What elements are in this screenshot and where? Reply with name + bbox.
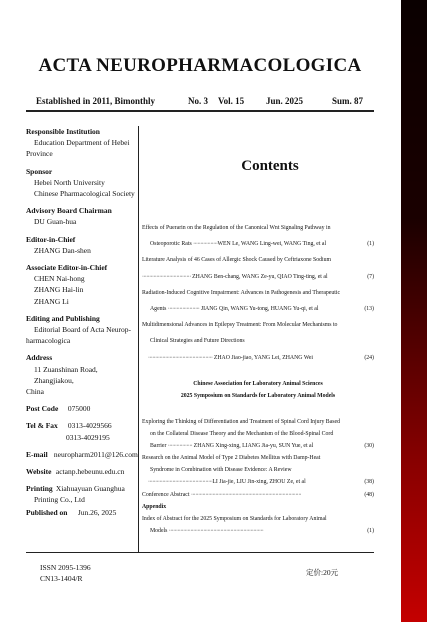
email-label: E-mail xyxy=(26,449,48,459)
editor-title: Editor-in-Chief xyxy=(26,234,76,244)
volume: Vol. 15 xyxy=(218,96,245,106)
sponsor-title: Sponsor xyxy=(26,166,53,176)
toc-title-cont: Barrier ················· ZHANG Xing-xing, LIANG Jia-yu, SUN Yue, et al (30) xyxy=(142,440,374,452)
toc-title-cont: Models ·································································· (1) xyxy=(142,525,374,537)
published-label: Published on xyxy=(26,507,68,517)
symposium-line-1: Chinese Association for Laboratory Animal Sciences xyxy=(193,381,323,387)
footer-rule xyxy=(26,552,374,553)
symposium-heading xyxy=(142,378,374,402)
toc-title: Research on the Animal Model of Type 2 Diabetes Mellitus with Damp-Heat xyxy=(142,455,321,462)
header-rule xyxy=(26,110,374,112)
footer-ids xyxy=(40,562,91,584)
responsible-line: Province xyxy=(26,149,53,159)
postcode-label: Post Code xyxy=(26,404,59,414)
printing-row xyxy=(26,483,138,494)
issue-number: No. 3 xyxy=(188,96,208,106)
published-value: Jun.26, 2025 xyxy=(77,507,117,517)
toc-title: Literature Analysis of 46 Cases of Allergic Shock Caused by Ceftriaxone Sodium xyxy=(142,257,332,264)
toc-entry xyxy=(142,416,374,452)
toc-entry xyxy=(142,501,374,537)
address-title: Address xyxy=(26,353,53,363)
toc-page: (30) xyxy=(364,443,374,450)
editorial-info xyxy=(26,126,138,518)
toc-page: (24) xyxy=(364,354,374,361)
associate-title: Associate Editor-in-Chief xyxy=(26,263,108,273)
toc-title: Multidimensional Advances in Epilepsy Treatment: From Molecular Mechanisms to xyxy=(142,322,338,329)
toc-list-2 xyxy=(142,416,374,537)
toc-title: Exploring the Thinking of Differentiation and Treatment of Spinal Cord Injury Based xyxy=(142,419,340,425)
symposium-line-2: 2025 Symposium on Standards for Laboratory Animal Models xyxy=(180,393,336,399)
website-row xyxy=(26,466,138,477)
tel-label: Tel & Fax xyxy=(26,421,58,431)
toc-authors: ZHANG Xing-xing, LIANG Jia-yu, SUN Yue, et al xyxy=(193,443,314,450)
associate-name: ZHANG Li xyxy=(34,296,69,306)
column-divider xyxy=(138,126,139,552)
toc-authors: ZHANG Ben-chang, WANG Ze-yu, QIAO Ting-ting, et al xyxy=(192,273,328,280)
address-line: 11 Zuanshinan Road, Zhangjiakou, xyxy=(34,364,98,385)
appendix-heading: Appendix xyxy=(142,503,167,510)
email-value: neuropharm2011@126.com xyxy=(53,449,138,459)
published-row xyxy=(26,507,138,518)
toc-authors: ZHAO Jiao-jiao, YANG Lei, ZHANG Wei xyxy=(213,354,314,361)
contents-heading: Contents xyxy=(241,158,299,174)
printing-value-2: Printing Co., Ltd xyxy=(34,495,85,505)
website-label: Website xyxy=(26,467,52,477)
toc-authors: WEN Le, WANG Ling-wei, WANG Ting, et al xyxy=(217,241,327,248)
toc-title-cont: Osteoporotic Rats ·················WEN Le, WANG Ling-wei, WANG Ting, et al (1) xyxy=(142,236,374,252)
responsible-title: Responsible Institution xyxy=(26,127,100,136)
editing-line: Editorial Board of Acta Neurop- xyxy=(34,325,132,335)
toc-title: Conference Abstract xyxy=(142,491,190,498)
toc-title-cont: Syndrome in Combination with Disease Evidence: A Review xyxy=(150,467,292,474)
advisory-name: DU Guan-hua xyxy=(34,217,77,227)
toc-title-cont: ·············································LI Jia-jie, LIU Jin-xing, ZHOU Ze, et al (38) xyxy=(142,476,374,488)
cn-number: CN13-1404/R xyxy=(40,574,83,583)
issn: ISSN 2095-1396 xyxy=(40,563,91,572)
toc-title-cont: on the Collateral Disease Theory and the Mechanism of the Blood-Spinal Cord xyxy=(150,431,334,438)
editor-name: ZHANG Dan-shen xyxy=(34,245,91,255)
sum-number: Sum. 87 xyxy=(332,96,364,106)
fax-value: 0313-4029195 xyxy=(66,432,110,442)
toc-title-cont: ·································· ZHANG Ben-chang, WANG Ze-yu, QIAO Ting-ting, et al (7) xyxy=(142,269,374,285)
advisory-title: Advisory Board Chairman xyxy=(26,206,112,216)
editing-title: Editing and Publishing xyxy=(26,313,100,323)
tel-row xyxy=(26,420,138,431)
toc-list xyxy=(142,220,374,366)
toc-page: (48) xyxy=(364,491,374,498)
tel-value: 0313-4029566 xyxy=(67,421,112,431)
toc-page: (1) xyxy=(367,527,374,534)
toc-title: Index of Abstract for the 2025 Symposium on Standards for Laboratory Animal xyxy=(142,515,327,522)
toc-authors: JIANG Qin, WANG Yu-tong, HUANG Yu-qi, et al xyxy=(200,306,319,313)
toc-entry xyxy=(142,252,374,284)
toc-authors: LI Jia-jie, LIU Jin-xing, ZHOU Ze, et al xyxy=(212,479,306,486)
editing-line: harmacologica xyxy=(26,336,71,346)
toc-page: (1) xyxy=(367,241,374,248)
toc-title-cont: ············································· ZHAO Jiao-jiao, YANG Lei, ZHANG Wei (24) xyxy=(142,350,374,366)
toc-entry xyxy=(142,452,374,488)
sponsor-line: Hebei North University xyxy=(34,177,105,187)
toc-page: (13) xyxy=(364,306,374,313)
postcode-row xyxy=(26,403,138,414)
toc-page: (7) xyxy=(367,273,374,280)
printing-label: Printing xyxy=(26,484,53,494)
issue-date: Jun. 2025 xyxy=(266,96,304,106)
journal-title: ACTA NEUROPHARMACOLOGICA xyxy=(38,55,362,76)
address-line: China xyxy=(26,387,44,397)
toc-entry xyxy=(142,220,374,252)
printing-value: Xiahuayuan Guanghua xyxy=(55,484,125,494)
associate-name: CHEN Nai-hong xyxy=(34,274,85,284)
toc-title: Effects of Puerarin on the Regulation of the Canonical Wnt Signaling Pathway in xyxy=(142,225,331,231)
sponsor-line: Chinese Pharmacological Society xyxy=(34,189,135,199)
toc-title: Radiation-Induced Cognitive Impairment: Advances in Pathogenesis and Therapeutic xyxy=(142,289,341,296)
email-row xyxy=(26,449,138,460)
responsible-line: Education Department of Hebei xyxy=(34,138,130,148)
website-value: actanp.hebeunu.edu.cn xyxy=(55,467,125,477)
postcode-value: 075000 xyxy=(67,404,91,414)
toc-title-cont: Agents ······················ JIANG Qin, WANG Yu-tong, HUANG Yu-qi, et al (13) xyxy=(142,301,374,317)
toc-title-cont: Clinical Strategies and Future Directions xyxy=(150,338,245,345)
toc-entry xyxy=(142,317,374,366)
toc-page: (38) xyxy=(364,479,374,486)
toc-entry: Conference Abstract ············································································· (48) xyxy=(142,489,374,501)
price: 定价:20元 xyxy=(306,568,339,577)
toc-entry xyxy=(142,285,374,317)
associate-name: ZHANG Hai-lin xyxy=(34,285,84,295)
established: Established in 2011, Bimonthly xyxy=(36,96,156,106)
decorative-side-bar xyxy=(401,0,427,622)
